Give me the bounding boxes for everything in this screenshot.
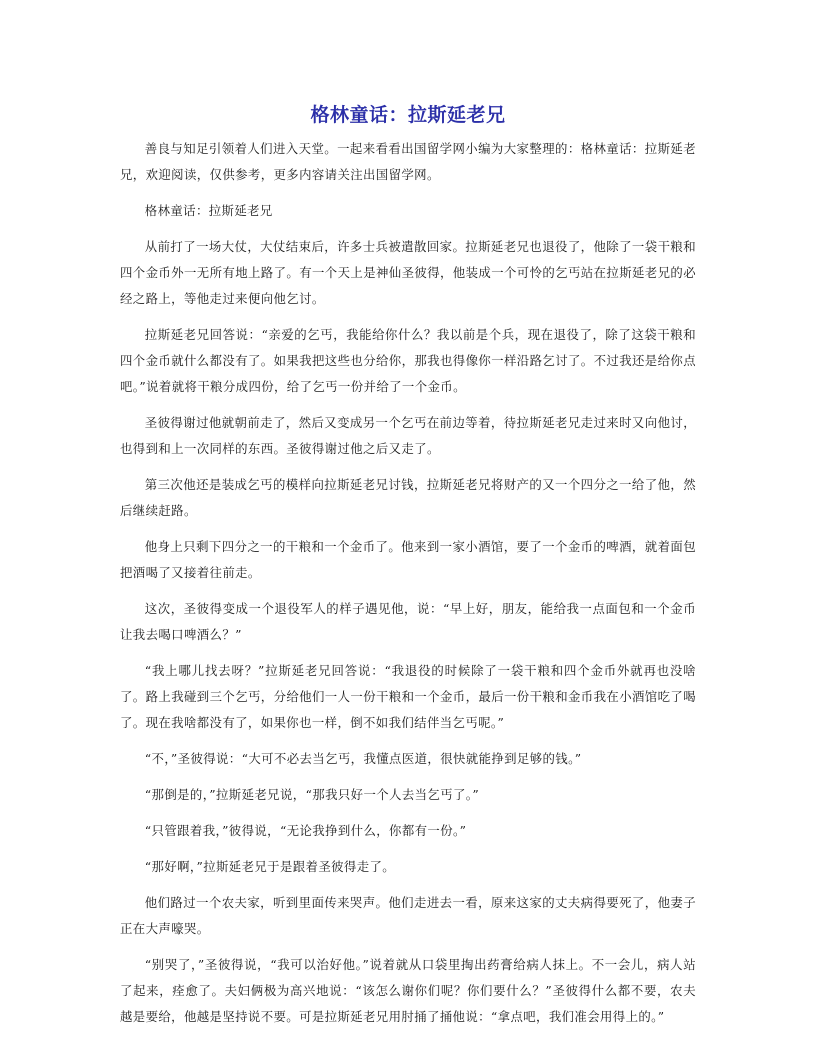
story-paragraph: “别哭了，”圣彼得说，“我可以治好他。”说着就从口袋里掏出药膏给病人抹上。不一会儿，病人站了起来，痊愈了。夫妇俩极为高兴地说：“该怎么谢你们呢？你们要什么？”圣彼得什么都不要，农夫越是要给，他越是坚持说不要。可是拉斯延老兄用肘捅了捅他说：“拿点吧，我们准会用得上的。” <box>120 957 696 1024</box>
document-body <box>120 136 696 1040</box>
story-paragraph: “只管跟着我，”彼得说，“无论我挣到什么，你都有一份。” <box>144 823 467 838</box>
story-paragraph: “那倒是的，”拉斯延老兄说，“那我只好一个人去当乞丐了。” <box>144 787 480 802</box>
story-paragraph: 这次，圣彼得变成一个退役军人的样子遇见他，说：“早上好，朋友，能给我一点面包和一个金币让我去喝口啤酒么？” <box>120 601 696 642</box>
story-paragraph: 圣彼得谢过他就朝前走了，然后又变成另一个乞丐在前边等着，待拉斯延老兄走过来时又向他讨，也得到和上一次同样的东西。圣彼得谢过他之后又走了。 <box>120 415 696 456</box>
story-paragraph: “我上哪儿找去呀？”拉斯延老兄回答说：“我退役的时候除了一袋干粮和四个金币外就再也没啥了。路上我碰到三个乞丐，分给他们一人一份干粮和一个金币，最后一份干粮和金币我在小酒馆吃了喝了。现在我啥都没有了，如果你也一样，倒不如我们结伴当乞丐呢。” <box>120 663 696 730</box>
story-paragraph: “那好啊，”拉斯延老兄于是跟着圣彼得走了。 <box>144 859 396 874</box>
story-paragraph: 他们路过一个农夫家，听到里面传来哭声。他们走进去一看，原来这家的丈夫病得要死了，他妻子正在大声嚎哭。 <box>120 895 696 936</box>
document-title: 格林童话：拉斯延老兄 <box>310 104 506 126</box>
story-paragraph: 拉斯延老兄回答说：“亲爱的乞丐，我能给你什么？我以前是个兵，现在退役了，除了这袋干粮和四个金币就什么都没有了。如果我把这些也分给你，那我也得像你一样沿路乞讨了。不过我还是给你点吧。”说着就将干粮分成四份，给了乞丐一份并给了一个金币。 <box>120 327 696 394</box>
section-heading: 格林童话：拉斯延老兄 <box>144 203 273 218</box>
story-paragraph: 从前打了一场大仗，大仗结束后，许多士兵被遣散回家。拉斯延老兄也退役了，他除了一袋干粮和四个金币外一无所有地上路了。有一个天上是神仙圣彼得，他装成一个可怜的乞丐站在拉斯延老兄的必经之路上，等他走过来便向他乞讨。 <box>120 239 696 306</box>
story-paragraph: 第三次他还是装成乞丐的模样向拉斯延老兄讨钱，拉斯延老兄将财产的又一个四分之一给了他，然后继续赶路。 <box>120 477 696 518</box>
story-paragraph: 他身上只剩下四分之一的干粮和一个金币了。他来到一家小酒馆，要了一个金币的啤酒，就着面包把酒喝了又接着往前走。 <box>120 539 696 580</box>
story-paragraph: “不，”圣彼得说：“大可不必去当乞丐，我懂点医道，很快就能挣到足够的钱。” <box>144 751 582 766</box>
intro-paragraph: 善良与知足引领着人们进入天堂。一起来看看出国留学网小编为大家整理的：格林童话：拉斯延老兄，欢迎阅读，仅供参考，更多内容请关注出国留学网。 <box>120 141 696 182</box>
